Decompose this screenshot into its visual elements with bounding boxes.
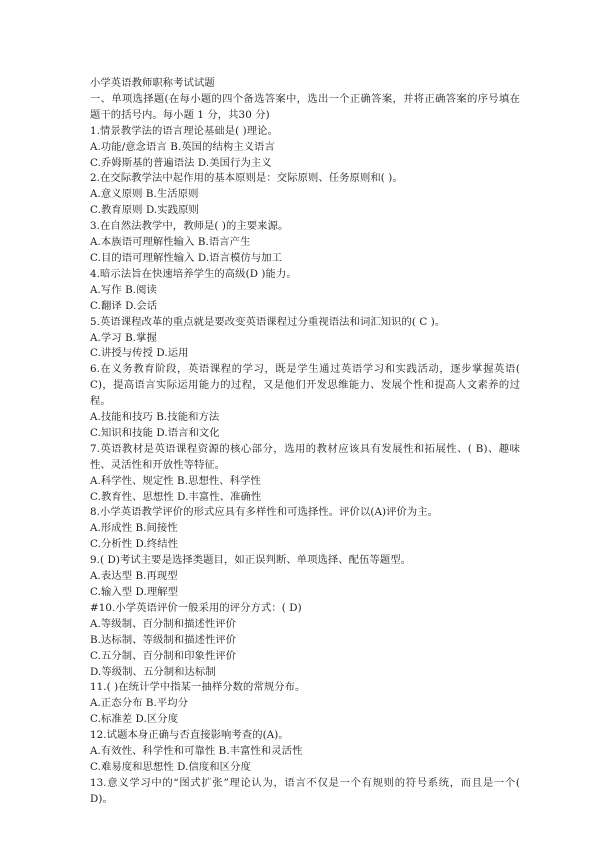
answer-options: A.有效性、科学性和可靠性 B.丰富性和灵活性 [90,745,303,758]
question-stem: 3.在自然法教学中，教师是( )的主要来源。 [90,220,289,233]
answer-options: A.正态分布 B.平均分 [90,697,189,710]
answer-options: C.知识和技能 D.语言和文化 [90,426,220,439]
question-item [90,680,520,728]
section-instructions: 一、单项选择题(在每小题的四个备选答案中，选出一个正确答案，并将正确答案的序号填在题干的括号内。每小题 1 分，共30 分) [90,92,520,121]
question-item [90,553,520,601]
question-item [90,505,520,553]
question-item [90,315,520,363]
question-item [90,601,520,681]
answer-options: C.教育性、思想性 D.丰富性、准确性 [90,490,262,503]
question-stem: 2.在交际教学法中起作用的基本原则是：交际原则、任务原则和( )。 [90,172,403,185]
question-stem: 6.在义务教育阶段，英语课程的学习，既是学生通过英语学习和实践活动，逐步掌握英语( C)，提高语言实际运用能力的过程，又是他们开发思维能力、发展个性和提高人文素养的过程。 [90,363,520,408]
answer-options: A.本族语可理解性输入 B.语言产生 [90,236,251,249]
answer-options: C.讲授与传授 D.运用 [90,347,189,360]
answer-options: A.等级制、百分制和描述性评价 [90,617,237,630]
question-stem: 12.试题本身正确与否直接影响考查的(A)。 [90,729,289,742]
question-stem: #10.小学英语评价一般采用的评分方式：( D) [90,601,302,614]
answer-options: C.标准差 D.区分度 [90,713,179,726]
answer-options: C.分析性 D.终结性 [90,538,179,551]
document-title: 小学英语教师职称考试试题 [90,77,215,89]
answer-options: A.科学性、规定性 B.思想性、科学性 [90,474,261,487]
question-item [90,728,520,776]
answer-options: C.难易度和思想性 D.信度和区分度 [90,760,251,773]
answer-options: A.形成性 B.间接性 [90,522,178,535]
answer-options: B.达标制、等级制和描述性评价 [90,633,237,646]
question-stem: 1.情景教学法的语言理论基础是( )理论。 [90,124,278,137]
answer-options: A.功能/意念语言 B.英国的结构主义语言 [90,140,275,153]
question-stem: 11.( )在统计学中指某一抽样分数的常规分布。 [90,681,306,694]
question-stem: 9.( D)考试主要是选择类题目，如正误判断、单项选择、配伍等题型。 [90,554,412,567]
question-stem: 5.英语课程改革的重点就是要改变英语课程过分重视语法和词汇知识的( C )。 [90,315,446,328]
answer-options: C.乔姆斯基的普遍语法 D.美国行为主义 [90,156,272,169]
answer-options: A.技能和技巧 B.技能和方法 [90,411,220,424]
answer-options: C.翻译 D.会话 [90,299,158,312]
exam-document [90,76,520,808]
answer-options: C.教育原则 D.实践原则 [90,204,199,217]
question-item [90,267,520,315]
question-stem: 4.暗示法旨在快速培养学生的高级(D )能力。 [90,267,297,280]
answer-options: A.学习 B.掌握 [90,331,157,344]
answer-options: A.意义原则 B.生活原则 [90,188,199,201]
question-item [90,362,520,442]
question-item [90,124,520,172]
question-stem: 13.意义学习中的“图式扩张”理论认为，语言不仅是一个有规则的符号系统，而且是一个( D)。 [90,776,520,805]
question-stem: 7.英语教材是英语课程资源的核心部分，选用的教材应该具有发展性和拓展性、( B)、趣味性、灵活性和开放性等特征。 [90,442,520,471]
question-list [90,124,520,808]
answer-options: A.写作 B.阅读 [90,283,157,296]
question-item [90,442,520,506]
answer-options: C.输入型 D.理解型 [90,586,179,598]
answer-options: C.五分制、百分制和印象性评价 [90,649,237,662]
answer-options: C.目的语可理解性输入 D.语言模仿与加工 [90,251,283,264]
question-stem: 8.小学英语教学评价的形式应具有多样性和可选择性。评价以(A)评价为主。 [90,506,439,519]
question-item [90,776,520,808]
answer-options: D.等级制、五分制和达标制 [90,665,216,678]
answer-options: A.表达型 B.再现型 [90,570,178,583]
question-item [90,219,520,267]
question-item [90,171,520,219]
